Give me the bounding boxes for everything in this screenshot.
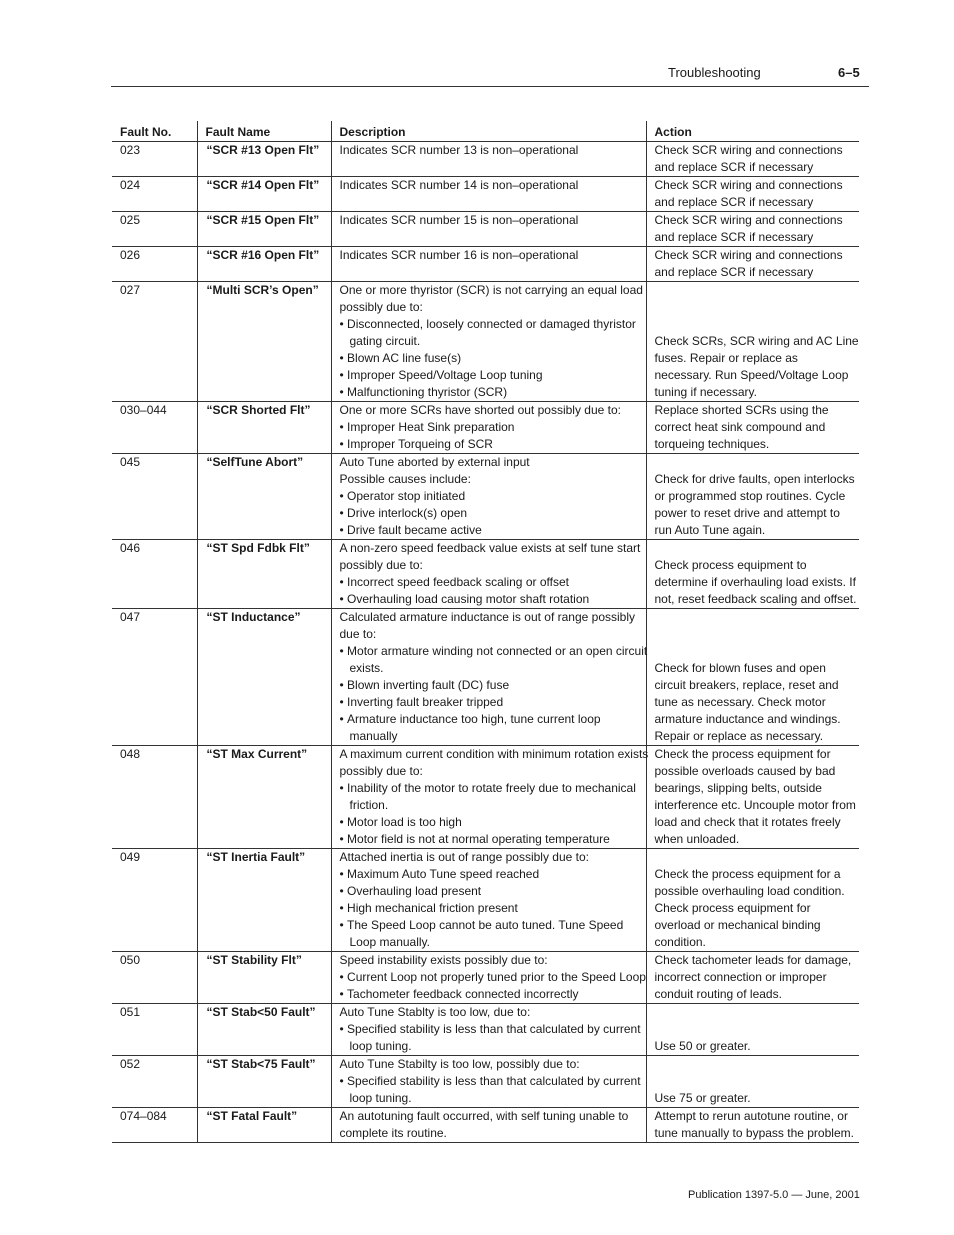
table-row (112, 609, 859, 746)
action-line: necessary. Run Speed/Voltage Loop (654, 368, 849, 382)
description-line: A non-zero speed feedback value exists at self tune start (339, 541, 641, 555)
table-row (112, 282, 859, 402)
description-bullet (340, 866, 646, 883)
description-line: possibly due to: (339, 558, 423, 572)
bullet-text: Blown AC line fuse(s) (347, 351, 462, 365)
description-bullet (340, 780, 646, 814)
fault-action (646, 609, 859, 746)
action-line: circuit breakers, replace, reset and (654, 678, 839, 692)
table-row (112, 746, 859, 849)
fault-action (646, 1108, 859, 1143)
bullet-text: Inability of the motor to rotate freely due to mechanical (347, 781, 636, 795)
fault-number: 030–044 (112, 402, 197, 454)
bullet-text: Tachometer feedback connected incorrectly (347, 987, 579, 1001)
table-row (112, 540, 859, 609)
description-line: Possible causes include: (339, 472, 471, 486)
action-line: when unloaded. (654, 832, 740, 846)
bullet-text: Loop manually. (349, 935, 430, 949)
table-row (112, 212, 859, 247)
fault-description (331, 1056, 646, 1108)
fault-number: 048 (112, 746, 197, 849)
description-bullet (340, 1021, 646, 1055)
fault-action (646, 282, 859, 402)
fault-name: “ST Inductance” (197, 609, 331, 746)
fault-name: “SCR #13 Open Flt” (197, 142, 331, 177)
fault-action (646, 177, 859, 212)
action-line: Check for drive faults, open interlocks (654, 472, 855, 486)
bullet-text: Incorrect speed feedback scaling or offset (347, 575, 569, 589)
fault-description (331, 142, 646, 177)
action-line: Check tachometer leads for damage, (654, 953, 852, 967)
fault-name: “Multi SCR’s Open” (197, 282, 331, 402)
fault-description (331, 540, 646, 609)
description-bullet (340, 643, 646, 677)
fault-description (331, 247, 646, 282)
bullet-text: Motor field is not at normal operating temperature (347, 832, 610, 846)
fault-description (331, 1004, 646, 1056)
action-line: bearings, slipping belts, outside (654, 781, 822, 795)
action-line: overload or mechanical binding (654, 918, 821, 932)
action-line: and replace SCR if necessary (654, 195, 814, 209)
fault-name: “ST Spd Fdbk Flt” (197, 540, 331, 609)
description-line: One or more thyristor (SCR) is not carrying an equal load (339, 283, 643, 297)
fault-description (331, 402, 646, 454)
fault-description (331, 746, 649, 849)
description-line: possibly due to: (339, 764, 423, 778)
description-line: An autotuning fault occurred, with self tuning unable to (339, 1109, 629, 1123)
bullet-text: Improper Heat Sink preparation (347, 420, 515, 434)
description-bullet (340, 711, 646, 745)
table-row (112, 1108, 859, 1143)
action-line: correct heat sink compound and (654, 420, 826, 434)
action-line: and replace SCR if necessary (654, 265, 814, 279)
fault-name: “SCR #16 Open Flt” (197, 247, 331, 282)
fault-name: “ST Stability Flt” (197, 952, 331, 1004)
action-line: tune as necessary. Check motor (654, 695, 826, 709)
table-row (112, 1004, 859, 1056)
column-header-fault-no: Fault No. (112, 121, 197, 142)
action-line: possible overloads caused by bad (654, 764, 836, 778)
action-line: Check SCR wiring and connections (654, 143, 843, 157)
description-bullet (340, 969, 646, 986)
fault-action (646, 142, 859, 177)
action-line: Check SCR wiring and connections (654, 248, 843, 262)
description-bullet (340, 831, 646, 848)
fault-action (646, 402, 859, 454)
fault-number: 052 (112, 1056, 197, 1108)
bullet-text: Improper Speed/Voltage Loop tuning (347, 368, 543, 382)
fault-number: 051 (112, 1004, 197, 1056)
action-line: Attempt to rerun autotune routine, or (654, 1109, 848, 1123)
description-bullet (340, 917, 646, 951)
description-bullet (340, 694, 646, 711)
fault-name: “ST Fatal Fault” (197, 1108, 331, 1143)
action-line: armature inductance and windings. (654, 712, 841, 726)
action-line: Use 75 or greater. (654, 1091, 751, 1105)
bullet-text: Disconnected, loosely connected or damaged thyristor (347, 317, 636, 331)
fault-name: “SCR Shorted Flt” (197, 402, 331, 454)
bullet-text: Inverting fault breaker tripped (347, 695, 504, 709)
fault-description (331, 952, 646, 1004)
description-bullet (340, 574, 646, 591)
fault-action (646, 454, 859, 540)
fault-number: 050 (112, 952, 197, 1004)
table-row (112, 177, 859, 212)
table-row (112, 1056, 859, 1108)
fault-number: 074–084 (112, 1108, 197, 1143)
fault-name: “SCR #14 Open Flt” (197, 177, 331, 212)
fault-number: 047 (112, 609, 197, 746)
fault-table-body (112, 142, 859, 1143)
bullet-text: Current Loop not properly tuned prior to the Speed Loop (347, 970, 646, 984)
fault-description (331, 454, 646, 540)
action-line: interference etc. Uncouple motor from (654, 798, 856, 812)
header-section-title: Troubleshooting (668, 65, 761, 80)
bullet-text: exists. (349, 661, 384, 675)
action-line: possible overhauling load condition. (654, 884, 845, 898)
description-bullet (340, 419, 646, 436)
bullet-text: manually (349, 729, 398, 743)
table-row (112, 454, 859, 540)
description-line: Speed instability exists possibly due to: (339, 953, 548, 967)
description-line: Attached inertia is out of range possibly due to: (339, 850, 589, 864)
description-line: Indicates SCR number 15 is non–operational (339, 213, 579, 227)
action-line: Check SCRs, SCR wiring and AC Line (654, 334, 859, 348)
action-line: Check process equipment for (654, 901, 811, 915)
fault-description (331, 177, 646, 212)
fault-name: “ST Stab<50 Fault” (197, 1004, 331, 1056)
bullet-text: Operator stop initiated (347, 489, 466, 503)
table-row (112, 142, 859, 177)
table-row (112, 849, 859, 952)
fault-action (646, 849, 859, 952)
bullet-text: The Speed Loop cannot be auto tuned. Tune Speed (347, 918, 624, 932)
bullet-text: Blown inverting fault (DC) fuse (347, 678, 510, 692)
action-line: Check SCR wiring and connections (654, 213, 843, 227)
action-line: and replace SCR if necessary (654, 230, 814, 244)
action-line: Repair or replace as necessary. (654, 729, 824, 743)
action-line: fuses. Repair or replace as (654, 351, 798, 365)
description-bullet (340, 522, 646, 539)
fault-number: 045 (112, 454, 197, 540)
description-bullet (340, 814, 646, 831)
description-bullet (340, 350, 646, 367)
description-line: One or more SCRs have shorted out possibly due to: (339, 403, 621, 417)
description-bullet (340, 367, 646, 384)
bullet-text: gating circuit. (349, 334, 421, 348)
description-line: Auto Tune Stabilty is too low, possibly due to: (339, 1057, 580, 1071)
description-bullet (340, 488, 646, 505)
action-line: tuning if necessary. (654, 385, 757, 399)
description-line: Indicates SCR number 14 is non–operational (339, 178, 579, 192)
fault-description (331, 849, 646, 952)
description-bullet (340, 505, 646, 522)
fault-name: “SelfTune Abort” (197, 454, 331, 540)
fault-action (646, 1004, 859, 1056)
action-line: determine if overhauling load exists. If (654, 575, 856, 589)
bullet-text: Improper Torqueing of SCR (347, 437, 493, 451)
action-line: conduit routing of leads. (654, 987, 782, 1001)
fault-action (646, 1056, 859, 1108)
bullet-text: Drive interlock(s) open (347, 506, 468, 520)
fault-description (331, 1108, 646, 1143)
fault-number: 025 (112, 212, 197, 247)
fault-description (331, 212, 646, 247)
action-line: or programmed stop routines. Cycle (654, 489, 846, 503)
description-line: Auto Tune aborted by external input (339, 455, 530, 469)
fault-description (331, 282, 646, 402)
action-line: not, reset feedback scaling and offset. (654, 592, 857, 606)
fault-number: 046 (112, 540, 197, 609)
bullet-text: Specified stability is less than that calculated by current (347, 1022, 641, 1036)
bullet-text: Motor armature winding not connected or an open circuit (347, 644, 648, 658)
fault-number: 049 (112, 849, 197, 952)
action-line: tune manually to bypass the problem. (654, 1126, 854, 1140)
header-page-number: 6–5 (838, 65, 860, 80)
table-header-row (112, 121, 859, 142)
action-line: Replace shorted SCRs using the (654, 403, 829, 417)
fault-number: 027 (112, 282, 197, 402)
fault-number: 024 (112, 177, 197, 212)
bullet-text: High mechanical friction present (347, 901, 518, 915)
description-line: possibly due to: (339, 300, 423, 314)
description-line: complete its routine. (339, 1126, 447, 1140)
header-rule (111, 86, 869, 87)
description-bullet (340, 591, 646, 608)
fault-name: “ST Max Current” (197, 746, 331, 849)
action-line: and replace SCR if necessary (654, 160, 814, 174)
description-bullet (340, 316, 646, 350)
action-line: Check process equipment to (654, 558, 807, 572)
column-header-action: Action (646, 121, 859, 142)
action-line: condition. (654, 935, 706, 949)
publication-footer: Publication 1397-5.0 — June, 2001 (688, 1189, 860, 1201)
description-bullet (340, 436, 646, 453)
description-line: Auto Tune Stablty is too low, due to: (339, 1005, 531, 1019)
bullet-text: Motor load is too high (347, 815, 462, 829)
action-line: torqueing techniques. (654, 437, 770, 451)
bullet-text: Maximum Auto Tune speed reached (347, 867, 540, 881)
description-bullet (340, 1073, 646, 1107)
bullet-text: loop tuning. (349, 1039, 412, 1053)
description-line: Indicates SCR number 16 is non–operational (339, 248, 579, 262)
bullet-text: Drive fault became active (347, 523, 482, 537)
fault-action (646, 212, 859, 247)
description-bullet (340, 384, 646, 401)
bullet-text: Armature inductance too high, tune current loop (347, 712, 601, 726)
table-row (112, 247, 859, 282)
bullet-text: Malfunctioning thyristor (SCR) (347, 385, 508, 399)
action-line: power to reset drive and attempt to (654, 506, 840, 520)
action-line: run Auto Tune again. (654, 523, 766, 537)
description-bullet (340, 900, 646, 917)
bullet-text: Overhauling load present (347, 884, 482, 898)
action-line: Check the process equipment for a (654, 867, 841, 881)
fault-table (112, 121, 859, 1143)
column-header-fault-name: Fault Name (197, 121, 331, 142)
bullet-text: friction. (349, 798, 389, 812)
description-line: Calculated armature inductance is out of range possibly (339, 610, 635, 624)
action-line: incorrect connection or improper (654, 970, 827, 984)
description-bullet (340, 986, 646, 1003)
fault-action (646, 247, 859, 282)
fault-number: 023 (112, 142, 197, 177)
bullet-text: Overhauling load causing motor shaft rotation (347, 592, 590, 606)
description-line: Indicates SCR number 13 is non–operational (339, 143, 579, 157)
table-row (112, 952, 859, 1004)
action-line: load and check that it rotates freely (654, 815, 841, 829)
action-line: Check for blown fuses and open (654, 661, 826, 675)
fault-action (646, 952, 859, 1004)
fault-action (646, 746, 859, 849)
description-bullet (340, 883, 646, 900)
fault-name: “SCR #15 Open Flt” (197, 212, 331, 247)
table-row (112, 402, 859, 454)
bullet-text: Specified stability is less than that calculated by current (347, 1074, 641, 1088)
fault-description (331, 609, 646, 746)
description-line: due to: (339, 627, 377, 641)
column-header-description: Description (331, 121, 646, 142)
fault-name: “ST Inertia Fault” (197, 849, 331, 952)
description-bullet (340, 677, 646, 694)
fault-action (646, 540, 859, 609)
description-line: A maximum current condition with minimum rotation exists (339, 747, 649, 761)
fault-number: 026 (112, 247, 197, 282)
bullet-text: loop tuning. (349, 1091, 412, 1105)
action-line: Check the process equipment for (654, 747, 831, 761)
action-line: Check SCR wiring and connections (654, 178, 843, 192)
fault-name: “ST Stab<75 Fault” (197, 1056, 331, 1108)
action-line: Use 50 or greater. (654, 1039, 751, 1053)
